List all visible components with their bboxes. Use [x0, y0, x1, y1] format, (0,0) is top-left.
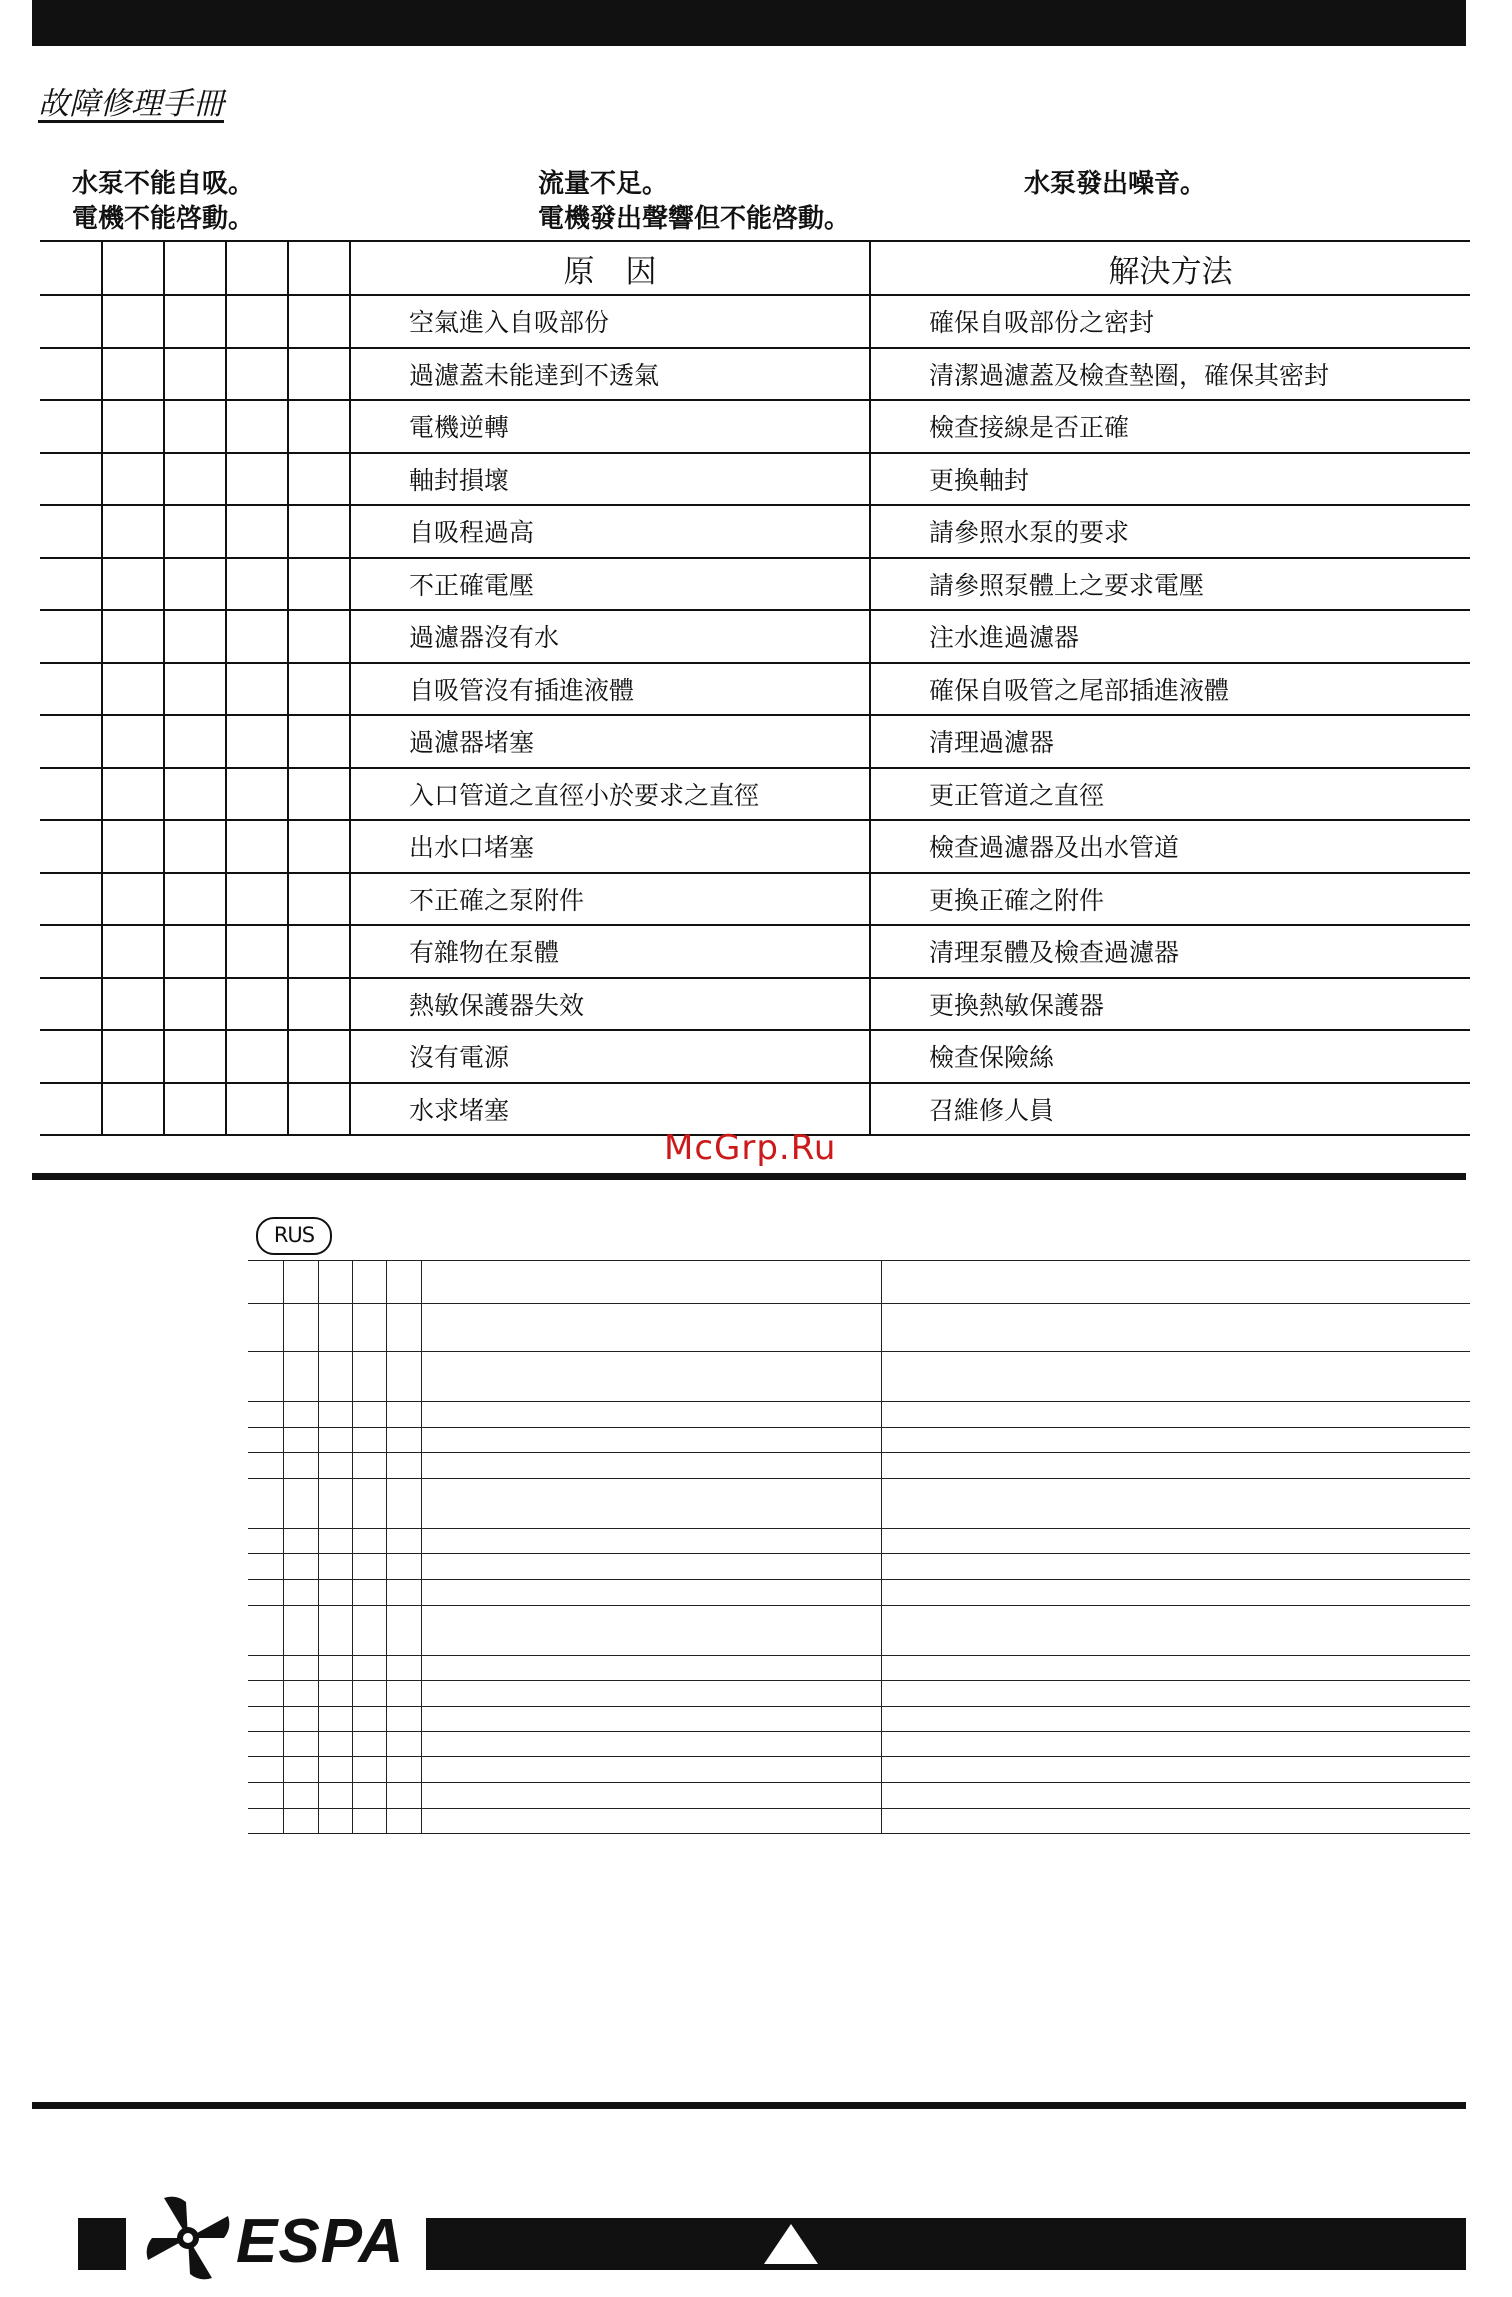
check-cell	[40, 1083, 102, 1136]
grid-cell	[881, 1580, 1470, 1606]
check-cell	[288, 663, 350, 716]
grid-row	[248, 1656, 1470, 1681]
grid-cell	[352, 1261, 386, 1304]
grid-cell	[283, 1352, 318, 1402]
grid-cell	[352, 1783, 386, 1809]
solution-cell: 注水進過濾器	[870, 610, 1470, 663]
check-cell	[164, 663, 226, 716]
grid-cell	[352, 1732, 386, 1757]
check-cell	[102, 663, 164, 716]
check-cell	[102, 820, 164, 873]
footer-bar	[426, 2218, 1466, 2270]
grid-cell	[283, 1261, 318, 1304]
solution-cell: 請參照泵體上之要求電壓	[870, 558, 1470, 611]
check-cell	[164, 925, 226, 978]
grid-cell	[283, 1783, 318, 1809]
espa-logo-icon	[142, 2192, 234, 2284]
grid-cell	[386, 1783, 421, 1809]
grid-cell	[881, 1261, 1470, 1304]
grid-cell	[283, 1809, 318, 1834]
section-divider	[32, 1173, 1466, 1180]
grid-cell	[352, 1606, 386, 1656]
grid-cell	[248, 1352, 283, 1402]
check-cell	[164, 715, 226, 768]
grid-cell	[421, 1809, 881, 1834]
check-cell	[102, 348, 164, 401]
solution-cell: 確保自吸管之尾部插進液體	[870, 663, 1470, 716]
grid-cell	[386, 1304, 421, 1352]
check-cell	[226, 873, 288, 926]
grid-row	[248, 1529, 1470, 1554]
check-cell	[102, 978, 164, 1031]
check-cell	[102, 768, 164, 821]
solution-cell: 召維修人員	[870, 1083, 1470, 1136]
grid-row	[248, 1428, 1470, 1453]
grid-cell	[352, 1352, 386, 1402]
check-cell	[102, 925, 164, 978]
table-row	[40, 505, 1470, 558]
check-cell	[226, 663, 288, 716]
grid-cell	[881, 1453, 1470, 1479]
grid-cell	[881, 1529, 1470, 1554]
grid-cell	[421, 1681, 881, 1707]
grid-cell	[881, 1707, 1470, 1732]
solution-cell: 確保自吸部份之密封	[870, 295, 1470, 348]
check-cell	[40, 505, 102, 558]
check-cell	[164, 820, 226, 873]
cause-cell: 自吸管沒有插進液體	[350, 663, 870, 716]
grid-cell	[386, 1529, 421, 1554]
grid-cell	[248, 1681, 283, 1707]
russian-table-body	[248, 1261, 1470, 1834]
check-cell	[102, 610, 164, 663]
solution-cell: 清潔過濾蓋及檢查墊圈，確保其密封	[870, 348, 1470, 401]
cause-cell: 不正確之泵附件	[350, 873, 870, 926]
grid-cell	[352, 1402, 386, 1428]
grid-cell	[421, 1352, 881, 1402]
grid-cell	[283, 1707, 318, 1732]
grid-cell	[283, 1453, 318, 1479]
check-cell	[164, 400, 226, 453]
header-check-cell	[102, 241, 164, 295]
check-cell	[288, 505, 350, 558]
grid-cell	[386, 1261, 421, 1304]
solution-cell: 檢查過濾器及出水管道	[870, 820, 1470, 873]
grid-cell	[386, 1681, 421, 1707]
check-cell	[40, 820, 102, 873]
check-cell	[288, 768, 350, 821]
grid-cell	[881, 1554, 1470, 1580]
check-cell	[164, 978, 226, 1031]
symptom-5: 水泵發出噪音。	[1024, 169, 1207, 199]
solution-cell: 更換軸封	[870, 453, 1470, 506]
check-cell	[288, 558, 350, 611]
symptom-2: 電機不能啓動。	[72, 204, 255, 234]
check-cell	[226, 925, 288, 978]
check-cell	[40, 978, 102, 1031]
grid-cell	[881, 1402, 1470, 1428]
check-cell	[226, 715, 288, 768]
grid-cell	[318, 1529, 352, 1554]
check-cell	[164, 505, 226, 558]
check-cell	[40, 873, 102, 926]
check-cell	[164, 1083, 226, 1136]
table-row	[40, 925, 1470, 978]
grid-row	[248, 1580, 1470, 1606]
check-cell	[40, 453, 102, 506]
check-cell	[164, 348, 226, 401]
check-cell	[164, 295, 226, 348]
grid-cell	[248, 1402, 283, 1428]
check-cell	[226, 978, 288, 1031]
check-cell	[102, 558, 164, 611]
table-row	[40, 820, 1470, 873]
symptom-4: 電機發出聲響但不能啓動。	[538, 204, 851, 234]
grid-cell	[421, 1580, 881, 1606]
grid-cell	[421, 1304, 881, 1352]
grid-cell	[318, 1554, 352, 1580]
check-cell	[164, 558, 226, 611]
grid-cell	[318, 1580, 352, 1606]
grid-cell	[318, 1402, 352, 1428]
brand-logo-text: ESPA	[236, 2207, 405, 2276]
grid-cell	[248, 1479, 283, 1529]
check-cell	[40, 768, 102, 821]
grid-cell	[352, 1757, 386, 1783]
grid-cell	[352, 1304, 386, 1352]
grid-cell	[318, 1809, 352, 1834]
grid-cell	[318, 1304, 352, 1352]
grid-cell	[881, 1352, 1470, 1402]
grid-cell	[421, 1732, 881, 1757]
grid-row	[248, 1732, 1470, 1757]
header-solution: 解決方法	[870, 241, 1470, 295]
grid-cell	[318, 1757, 352, 1783]
grid-cell	[421, 1453, 881, 1479]
grid-cell	[386, 1453, 421, 1479]
grid-cell	[248, 1428, 283, 1453]
grid-cell	[352, 1656, 386, 1681]
check-cell	[226, 505, 288, 558]
cause-cell: 不正確電壓	[350, 558, 870, 611]
grid-cell	[318, 1352, 352, 1402]
grid-cell	[248, 1304, 283, 1352]
grid-cell	[421, 1529, 881, 1554]
header-check-cell	[164, 241, 226, 295]
grid-cell	[386, 1428, 421, 1453]
grid-row	[248, 1453, 1470, 1479]
check-cell	[288, 400, 350, 453]
grid-cell	[248, 1783, 283, 1809]
solution-cell: 更換熱敏保護器	[870, 978, 1470, 1031]
grid-cell	[352, 1554, 386, 1580]
header-check-cell	[40, 241, 102, 295]
grid-cell	[421, 1707, 881, 1732]
rus-language-badge: RUS	[256, 1217, 332, 1255]
check-cell	[102, 1030, 164, 1083]
cause-cell: 有雜物在泵體	[350, 925, 870, 978]
grid-cell	[318, 1606, 352, 1656]
check-cell	[102, 453, 164, 506]
cause-cell: 過濾器堵塞	[350, 715, 870, 768]
grid-cell	[881, 1606, 1470, 1656]
check-cell	[40, 925, 102, 978]
cause-cell: 電機逆轉	[350, 400, 870, 453]
check-cell	[288, 978, 350, 1031]
grid-cell	[386, 1402, 421, 1428]
grid-cell	[352, 1707, 386, 1732]
grid-cell	[248, 1606, 283, 1656]
grid-row	[248, 1304, 1470, 1352]
table-row	[40, 663, 1470, 716]
page-title: 故障修理手冊	[38, 86, 224, 122]
grid-row	[248, 1809, 1470, 1834]
table-row	[40, 348, 1470, 401]
cause-cell: 空氣進入自吸部份	[350, 295, 870, 348]
header-cause: 原 因	[350, 241, 870, 295]
grid-cell	[248, 1757, 283, 1783]
grid-cell	[248, 1261, 283, 1304]
grid-cell	[283, 1554, 318, 1580]
grid-cell	[881, 1681, 1470, 1707]
grid-cell	[881, 1428, 1470, 1453]
grid-cell	[352, 1479, 386, 1529]
check-cell	[288, 820, 350, 873]
cause-cell: 出水口堵塞	[350, 820, 870, 873]
grid-cell	[386, 1757, 421, 1783]
check-cell	[288, 453, 350, 506]
check-cell	[164, 873, 226, 926]
grid-cell	[352, 1580, 386, 1606]
check-cell	[164, 1030, 226, 1083]
troubleshooting-table	[40, 240, 1470, 1136]
grid-cell	[421, 1783, 881, 1809]
footer-block	[78, 2218, 126, 2270]
cause-cell: 軸封損壞	[350, 453, 870, 506]
grid-cell	[318, 1479, 352, 1529]
grid-row	[248, 1479, 1470, 1529]
check-cell	[288, 715, 350, 768]
table-row	[40, 978, 1470, 1031]
grid-cell	[386, 1580, 421, 1606]
grid-cell	[318, 1681, 352, 1707]
check-cell	[102, 295, 164, 348]
check-cell	[164, 768, 226, 821]
grid-cell	[421, 1656, 881, 1681]
grid-cell	[386, 1707, 421, 1732]
grid-cell	[283, 1304, 318, 1352]
grid-cell	[283, 1428, 318, 1453]
grid-cell	[248, 1656, 283, 1681]
grid-cell	[318, 1732, 352, 1757]
grid-row	[248, 1402, 1470, 1428]
check-cell	[288, 295, 350, 348]
table-row	[40, 295, 1470, 348]
check-cell	[40, 558, 102, 611]
bottom-divider	[32, 2102, 1466, 2109]
check-cell	[164, 453, 226, 506]
grid-cell	[352, 1529, 386, 1554]
grid-cell	[248, 1707, 283, 1732]
header-check-cell	[288, 241, 350, 295]
grid-cell	[421, 1402, 881, 1428]
check-cell	[226, 453, 288, 506]
grid-cell	[248, 1453, 283, 1479]
grid-row	[248, 1757, 1470, 1783]
check-cell	[102, 873, 164, 926]
table-body	[40, 295, 1470, 1135]
grid-cell	[248, 1732, 283, 1757]
cause-cell: 熱敏保護器失效	[350, 978, 870, 1031]
solution-cell: 更換正確之附件	[870, 873, 1470, 926]
table-row	[40, 453, 1470, 506]
check-cell	[164, 610, 226, 663]
check-cell	[288, 610, 350, 663]
grid-cell	[248, 1809, 283, 1834]
grid-cell	[881, 1732, 1470, 1757]
check-cell	[226, 295, 288, 348]
check-cell	[40, 610, 102, 663]
table-row	[40, 768, 1470, 821]
grid-cell	[318, 1453, 352, 1479]
grid-row	[248, 1707, 1470, 1732]
check-cell	[40, 1030, 102, 1083]
grid-cell	[386, 1809, 421, 1834]
check-cell	[288, 925, 350, 978]
check-cell	[226, 820, 288, 873]
grid-cell	[283, 1529, 318, 1554]
grid-cell	[283, 1580, 318, 1606]
grid-cell	[248, 1529, 283, 1554]
check-cell	[40, 348, 102, 401]
grid-cell	[318, 1428, 352, 1453]
grid-row	[248, 1554, 1470, 1580]
grid-cell	[283, 1732, 318, 1757]
grid-cell	[386, 1554, 421, 1580]
check-cell	[40, 400, 102, 453]
check-cell	[226, 558, 288, 611]
grid-cell	[283, 1479, 318, 1529]
grid-cell	[421, 1261, 881, 1304]
grid-cell	[881, 1757, 1470, 1783]
grid-cell	[881, 1783, 1470, 1809]
top-bar	[32, 0, 1466, 46]
grid-cell	[421, 1757, 881, 1783]
grid-cell	[318, 1707, 352, 1732]
symptom-1: 水泵不能自吸。	[72, 169, 255, 199]
check-cell	[40, 715, 102, 768]
grid-cell	[881, 1479, 1470, 1529]
solution-cell: 請參照水泵的要求	[870, 505, 1470, 558]
grid-cell	[318, 1656, 352, 1681]
grid-cell	[421, 1479, 881, 1529]
check-cell	[102, 1083, 164, 1136]
grid-cell	[352, 1428, 386, 1453]
grid-cell	[318, 1261, 352, 1304]
grid-cell	[386, 1479, 421, 1529]
grid-cell	[283, 1656, 318, 1681]
table-row	[40, 610, 1470, 663]
grid-cell	[352, 1809, 386, 1834]
grid-cell	[421, 1606, 881, 1656]
header-check-cell	[226, 241, 288, 295]
grid-cell	[881, 1809, 1470, 1834]
table-row	[40, 715, 1470, 768]
grid-cell	[283, 1606, 318, 1656]
check-cell	[102, 715, 164, 768]
grid-row	[248, 1783, 1470, 1809]
table-row	[40, 873, 1470, 926]
grid-cell	[421, 1428, 881, 1453]
grid-cell	[248, 1580, 283, 1606]
grid-cell	[248, 1554, 283, 1580]
russian-table-grid	[248, 1260, 1470, 1834]
grid-cell	[881, 1304, 1470, 1352]
grid-cell	[386, 1352, 421, 1402]
check-cell	[288, 873, 350, 926]
solution-cell: 更正管道之直徑	[870, 768, 1470, 821]
cause-cell: 過濾蓋未能達到不透氣	[350, 348, 870, 401]
table-row	[40, 558, 1470, 611]
check-cell	[102, 505, 164, 558]
grid-row	[248, 1352, 1470, 1402]
solution-cell: 檢查接線是否正確	[870, 400, 1470, 453]
grid-cell	[881, 1656, 1470, 1681]
grid-cell	[283, 1681, 318, 1707]
solution-cell: 清理過濾器	[870, 715, 1470, 768]
solution-cell: 清理泵體及檢查過濾器	[870, 925, 1470, 978]
grid-cell	[386, 1732, 421, 1757]
grid-row	[248, 1606, 1470, 1656]
grid-cell	[283, 1757, 318, 1783]
grid-cell	[352, 1453, 386, 1479]
watermark: McGrp.Ru	[664, 1128, 837, 1168]
table-row	[40, 1030, 1470, 1083]
grid-row	[248, 1261, 1470, 1304]
check-cell	[102, 400, 164, 453]
symptom-3: 流量不足。	[538, 169, 669, 199]
solution-cell: 檢查保險絲	[870, 1030, 1470, 1083]
grid-cell	[318, 1783, 352, 1809]
check-cell	[288, 1030, 350, 1083]
cause-cell: 入口管道之直徑小於要求之直徑	[350, 768, 870, 821]
check-cell	[226, 768, 288, 821]
grid-cell	[352, 1681, 386, 1707]
grid-cell	[283, 1402, 318, 1428]
cause-cell: 沒有電源	[350, 1030, 870, 1083]
grid-row	[248, 1681, 1470, 1707]
cause-cell: 過濾器沒有水	[350, 610, 870, 663]
check-cell	[226, 610, 288, 663]
cause-cell: 水求堵塞	[350, 1083, 870, 1136]
check-cell	[226, 400, 288, 453]
grid-cell	[386, 1606, 421, 1656]
check-cell	[288, 348, 350, 401]
check-cell	[226, 1030, 288, 1083]
check-cell	[226, 1083, 288, 1136]
cause-cell: 自吸程過高	[350, 505, 870, 558]
check-cell	[40, 295, 102, 348]
grid-cell	[421, 1554, 881, 1580]
grid-cell	[386, 1656, 421, 1681]
check-cell	[226, 348, 288, 401]
table-row	[40, 400, 1470, 453]
check-cell	[40, 663, 102, 716]
check-cell	[288, 1083, 350, 1136]
table-header-row	[40, 241, 1470, 295]
triangle-up-icon	[762, 2222, 820, 2266]
